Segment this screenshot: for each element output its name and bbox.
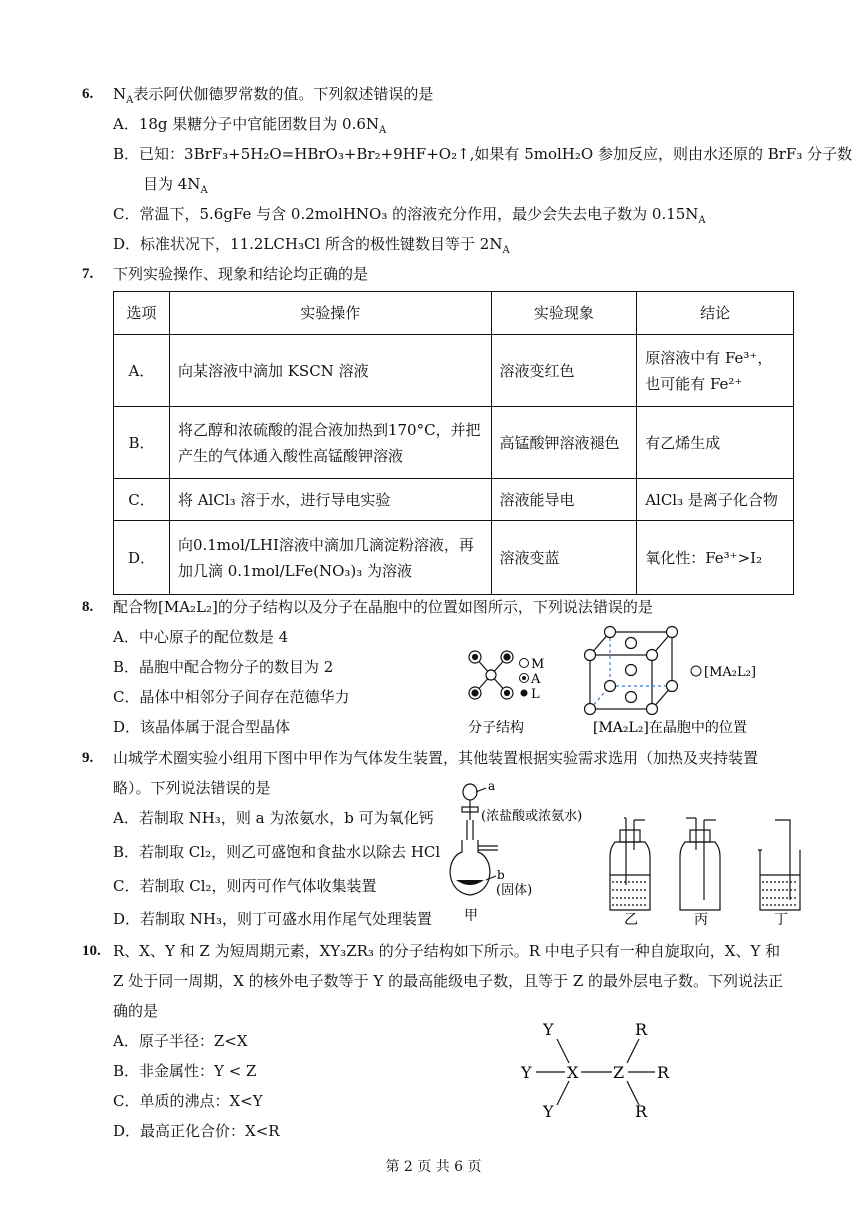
- label-ding: 丁: [774, 912, 788, 928]
- q7-stem: 下列实验操作、现象和结论均正确的是: [113, 265, 369, 283]
- caption-molecule: 分子结构: [468, 720, 524, 736]
- row-phenomenon: 溶液变红色: [491, 335, 637, 407]
- q6-number: 6.: [82, 86, 94, 102]
- row-conclusion: 氧化性：Fe³⁺>I₂: [637, 521, 794, 595]
- table-header-row: [114, 292, 794, 335]
- q6-stem: $N_A$表示阿伏伽德罗常数的值。下列叙述错误的是: [113, 85, 434, 106]
- row-operation: 将 AlCl₃ 溶于水，进行导电实验: [169, 479, 491, 521]
- header-conclusion: 结论: [637, 292, 794, 335]
- legend-a: A: [531, 672, 541, 687]
- q10-structure: [515, 1015, 685, 1125]
- q10-option-c: C．单质的沸点：X<Y: [113, 1092, 263, 1110]
- row-conclusion: 有乙烯生成: [637, 407, 794, 479]
- atom-y-top: Y: [543, 1020, 554, 1039]
- row-conclusion: 原溶液中有 Fe³⁺，也可能有 Fe²⁺: [637, 335, 794, 407]
- molecule-legend: [520, 657, 545, 702]
- q10-option-d: D．最高正化合价：X<R: [113, 1122, 280, 1140]
- cell-legend-circle: [691, 666, 701, 676]
- q10-number: 10.: [82, 943, 101, 959]
- molecule-structure: [469, 651, 513, 699]
- q6-option-b-line2: 目为 $4N_A$: [143, 175, 208, 196]
- label-b-text: (固体): [496, 883, 533, 898]
- label-a: a: [488, 780, 496, 793]
- q9-option-b: B．若制取 Cl₂，则乙可盛饱和食盐水以除去 HCl: [113, 843, 441, 861]
- q9-option-d: D．若制取 NH₃，则丁可盛水用作尾气处理装置: [113, 910, 433, 928]
- q9-stem-line1: 山城学术圈实验小组用下图中甲作为气体发生装置，其他装置根据实验需求选用（加热及夹持装置: [113, 749, 759, 767]
- apparatus-bing: [680, 818, 720, 910]
- unit-cell: [585, 627, 678, 715]
- label-a-text: (浓盐酸或浓氨水): [481, 809, 583, 824]
- row-option: B．: [114, 407, 170, 479]
- header-operation: 实验操作: [169, 292, 491, 335]
- q9-option-c: C．若制取 Cl₂，则丙可作气体收集装置: [113, 877, 377, 895]
- row-conclusion: AlCl₃ 是离子化合物: [637, 479, 794, 521]
- q7-number: 7.: [82, 266, 94, 282]
- legend-m: M: [531, 657, 545, 672]
- q10-stem-line3: 确的是: [113, 1002, 159, 1020]
- row-option: C．: [114, 479, 170, 521]
- q10-option-a: A．原子半径：Z<X: [113, 1032, 248, 1050]
- row-operation: 将乙醇和浓硫酸的混合液加热到170°C，并把产生的气体通入酸性高锰酸钾溶液: [169, 407, 491, 479]
- q8-number: 8.: [82, 599, 94, 615]
- q8-figure: [455, 620, 785, 742]
- atom-z: Z: [613, 1063, 625, 1082]
- table-row: [114, 407, 794, 479]
- legend-l: L: [531, 687, 540, 702]
- q6-option-a: A．18g 果糖分子中官能团数目为 $0.6N_A$: [113, 115, 387, 136]
- q9-apparatus: [440, 780, 820, 930]
- q6-option-c: C．常温下，5.6gFe 与含 0.2molHNO₃ 的溶液充分作用，最少会失去电子数为 $0.15N_A$: [113, 205, 706, 226]
- label-bing: 丙: [694, 912, 708, 928]
- q6-option-d: D．标准状况下，11.2LCH₃Cl 所含的极性键数目等于 $2N_A$: [113, 235, 510, 256]
- q10-stem-line1: R、X、Y 和 Z 为短周期元素，XY₃ZR₃ 的分子结构如下所示。R 中电子只有一种自旋取向，X、Y 和: [113, 942, 781, 960]
- page-footer: 第 2 页 共 6 页: [385, 1159, 482, 1175]
- q8-option-a: A．中心原子的配位数是 4: [113, 628, 289, 646]
- row-phenomenon: 溶液变蓝: [491, 521, 637, 595]
- q10-option-b: B．非金属性：Y < Z: [113, 1062, 257, 1080]
- table-row: [114, 335, 794, 407]
- q6-option-b-line1: B．已知：3BrF₃+5H₂O=HBrO₃+Br₂+9HF+O₂↑,如果有 5molH₂O 参加反应，则由水还原的 BrF₃ 分子数: [113, 145, 853, 163]
- header-phenomenon: 实验现象: [491, 292, 637, 335]
- row-option: D．: [114, 521, 170, 595]
- label-yi: 乙: [624, 912, 638, 928]
- atom-y-bottom: Y: [543, 1102, 554, 1121]
- q8-option-d: D．该晶体属于混合型晶体: [113, 718, 291, 736]
- q8-stem: 配合物[MA₂L₂]的分子结构以及分子在晶胞中的位置如图所示，下列说法错误的是: [113, 598, 653, 616]
- atom-r-right: R: [657, 1063, 670, 1082]
- q10-stem-line2: Z 处于同一周期，X 的核外电子数等于 Y 的最高能级电子数，且等于 Z 的最外层电子数。下列说法正: [113, 972, 784, 990]
- table-row: [114, 479, 794, 521]
- header-option: 选项: [114, 292, 170, 335]
- q9-option-a: A．若制取 NH₃，则 a 为浓氨水，b 可为氧化钙: [113, 809, 434, 827]
- q9-number: 9.: [82, 750, 94, 766]
- row-option: A．: [114, 335, 170, 407]
- atom-x: X: [567, 1063, 579, 1082]
- atom-r-top: R: [635, 1020, 648, 1039]
- atom-r-bottom: R: [635, 1102, 648, 1121]
- atom-y-left: Y: [521, 1063, 532, 1082]
- row-operation: 向某溶液中滴加 KSCN 溶液: [169, 335, 491, 407]
- label-jia: 甲: [464, 908, 478, 924]
- q9-stem-line2: 略）。下列说法错误的是: [113, 779, 271, 797]
- q8-option-b: B．晶胞中配合物分子的数目为 2: [113, 658, 334, 676]
- q8-option-c: C．晶体中相邻分子间存在范德华力: [113, 688, 350, 706]
- row-operation: 向0.1mol/LHI溶液中滴加几滴淀粉溶液，再加几滴 0.1mol/LFe(NO₃)₃ 为溶液: [169, 521, 491, 595]
- table-row: [114, 521, 794, 595]
- row-phenomenon: 高锰酸钾溶液褪色: [491, 407, 637, 479]
- apparatus-yi: [610, 818, 650, 910]
- experiment-table: [113, 291, 794, 595]
- label-b: b: [497, 868, 505, 882]
- apparatus-jia: [450, 784, 498, 895]
- cell-legend: [MA₂L₂]: [704, 665, 756, 680]
- apparatus-ding: [758, 820, 800, 910]
- caption-cell: [MA₂L₂]在晶胞中的位置: [593, 720, 747, 736]
- row-phenomenon: 溶液能导电: [491, 479, 637, 521]
